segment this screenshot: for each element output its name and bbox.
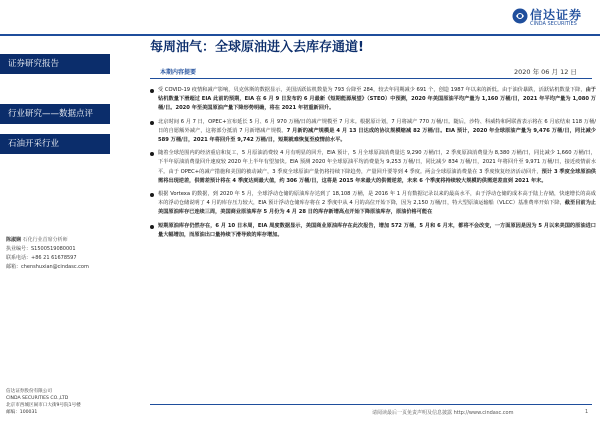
summary-paragraph bbox=[150, 149, 596, 186]
summary-paragraph bbox=[150, 118, 596, 146]
company-name-en: CINDA SECURITIES CO.,LTD bbox=[6, 396, 69, 401]
analyst-role: 石化行业首席分析师 bbox=[22, 237, 68, 243]
summary-paragraph bbox=[150, 222, 596, 240]
paragraph-text: 随着全球范围内的经济重启和复工，5 月原油消费较 4 月有明显的回升，EIA 预计，5 月全球原油消费量达 9,290 万桶/日，2 季度原油消费量为 8,380 万桶/日，同比减少 1,660 万桶/日，下半年原油消费量回升速度较 2020 年上半年有望加快。EIA 预测 2020 年全球原油平均消费量为 9,253 万桶/日，同比减少 834 万桶/日，2021 年将回升至 9,971 万桶/日，接近疫情前水平。由于 OPEC+的减产措施和美国的被动减产，3 季度全球原油产量仍将持续下降趋势，产量回升要等到 4 季度。两会全球原油消费量在 3 季度恢复经济活动回升， bbox=[158, 150, 596, 175]
bullet-icon bbox=[150, 89, 154, 93]
bullet-icon bbox=[150, 152, 154, 156]
brand-name-en: CINDA SECURITIES bbox=[530, 21, 577, 27]
summary-paragraph bbox=[150, 190, 596, 218]
bullet-icon bbox=[150, 225, 154, 229]
paragraph-highlight: 截至目前为止美国原油库存已连续三周，美国商业原油库存 5 月份为 4 月 28 日的库存新增高点开始下降原油库存，原油价格可能在 bbox=[158, 200, 596, 216]
sidebar bbox=[0, 36, 110, 424]
company-postcode: 邮编：100031 bbox=[6, 410, 38, 415]
footer-divider bbox=[150, 404, 592, 405]
paragraph-text: 根据 Vortexa 的数据，到 2020 年 5 月，全球浮动仓储的原油库存达到了 18,108 万桶，是 2016 年 1 月有数据记录以来的最高水平，由于浮动仓储的成本高于陆上存储，快速增长的高成本的浮动仓储说明了 4 月的库存压力较大，EIA 预计浮动仓储库存将在 2 季度中从 4 月的高位开始下降，因为 2,150 万桶/日，特大型原油运输船（VLCC）基准费率开始下降， bbox=[158, 191, 596, 207]
report-type-label: 证券研究报告 bbox=[0, 54, 110, 74]
analyst-name: 陈淑娴 bbox=[6, 237, 22, 243]
bullet-icon bbox=[150, 121, 154, 125]
subtitle-divider bbox=[150, 78, 592, 79]
paragraph-highlight: 7 月新的减产规模是 4 月 13 日达成的协议规模缩减 82 万桶/日。EIA 预计，2020 年全球原油产量为 9,476 万桶/日，同比减少 589 万桶/日，2021 年将回升至 9,742 万桶/日，短期就难恢复至疫情前水平。 bbox=[158, 127, 596, 144]
paragraph-highlight: 预计 3 季度全球原油供需将出现逆差，供需差预计将在 4 季度达到最大值，约 306 万桶/日，这将是 2015 年来最大的供需逆差，未来 6 个季度将持续较大规模的供需逆差直到 2021 年末。 bbox=[158, 168, 596, 184]
analyst-email[interactable]: 邮箱：chenshuxian@cindasc.com bbox=[6, 264, 89, 270]
bullet-icon bbox=[150, 193, 154, 197]
sector-label: 石油开采行业 bbox=[0, 134, 110, 154]
report-body bbox=[150, 86, 596, 244]
company-name-cn: 信达证券股份有限公司 bbox=[6, 389, 52, 394]
page-number: 1 bbox=[585, 409, 589, 415]
brand-logo bbox=[512, 6, 592, 34]
report-date: 2020 年 06 月 12 日 bbox=[514, 68, 577, 76]
paragraph-text: 受 COVID-19 疫情和减产影响，贝克休斯的数据显示，美国活跃钻机数量为 793 台降至 284，较去年同期减少 691 个，创造 1987 年以来的新低。由于油价暴跌，活跃钻机数量下降， bbox=[158, 87, 586, 93]
report-title: 每周油气：全球原油进入去库存通道! bbox=[150, 40, 364, 55]
paragraph-highlight: 由于钻机数量下滑超过 EIA 此前的预期，EIA 在 6 月 9 日发布的 6 月最新《短期能源展望》（STEO）中预测，2020 年美国原油平均产量为 1,160 万桶/日，2021 年平均产量为 1,080 万桶/日。2020 年至美国原油产量下降形势明确，将在 2021 年初重新回升。 bbox=[158, 87, 596, 112]
analyst-info bbox=[6, 236, 106, 272]
industry-research-label: 行业研究——数据点评 bbox=[0, 104, 110, 124]
analyst-phone: 联系电话：+86 21 61678597 bbox=[6, 255, 77, 261]
summary-paragraph bbox=[150, 86, 596, 114]
analyst-cert: 执业编号：S1500519080001 bbox=[6, 246, 76, 252]
page-footer bbox=[0, 404, 600, 424]
brand-name-cn: 信达证券 bbox=[530, 8, 583, 22]
paragraph-text: 北京时间 6 月 7 日，OPEC+宣布延长 5 月、6 月 970 万桶/日的减产规模至 7 月末。根据原计划，7 月将减产 770 万桶/日。随后，沙特、科威特和阿联酋表示将在 6 月底结束 118 万桶/日的自愿额外减产，这将部分抵消 7 月新增减产规模。 bbox=[158, 118, 596, 134]
company-address: 北京市西城区闹市口大街9号院1号楼 bbox=[6, 403, 81, 408]
cinda-logo-icon bbox=[512, 8, 528, 24]
paragraph-highlight: 短期原油库存仍然存在，6 月 10 日本周，EIA 周度数据显示，美国商业原油库存在此次报告，增加 572 万桶，5 月和 6 月末，都将不会改变，一方面原因是因为 5 月以来美国的原油进口量大幅增加，而原油出口量持续下滑导致的库存增加。 bbox=[158, 222, 596, 238]
disclaimer-link[interactable]: 请阅读最后一页免责声明及信息披露 http://www.cindasc.com bbox=[372, 410, 514, 416]
summary-heading: 本期内容提要 bbox=[160, 69, 197, 76]
